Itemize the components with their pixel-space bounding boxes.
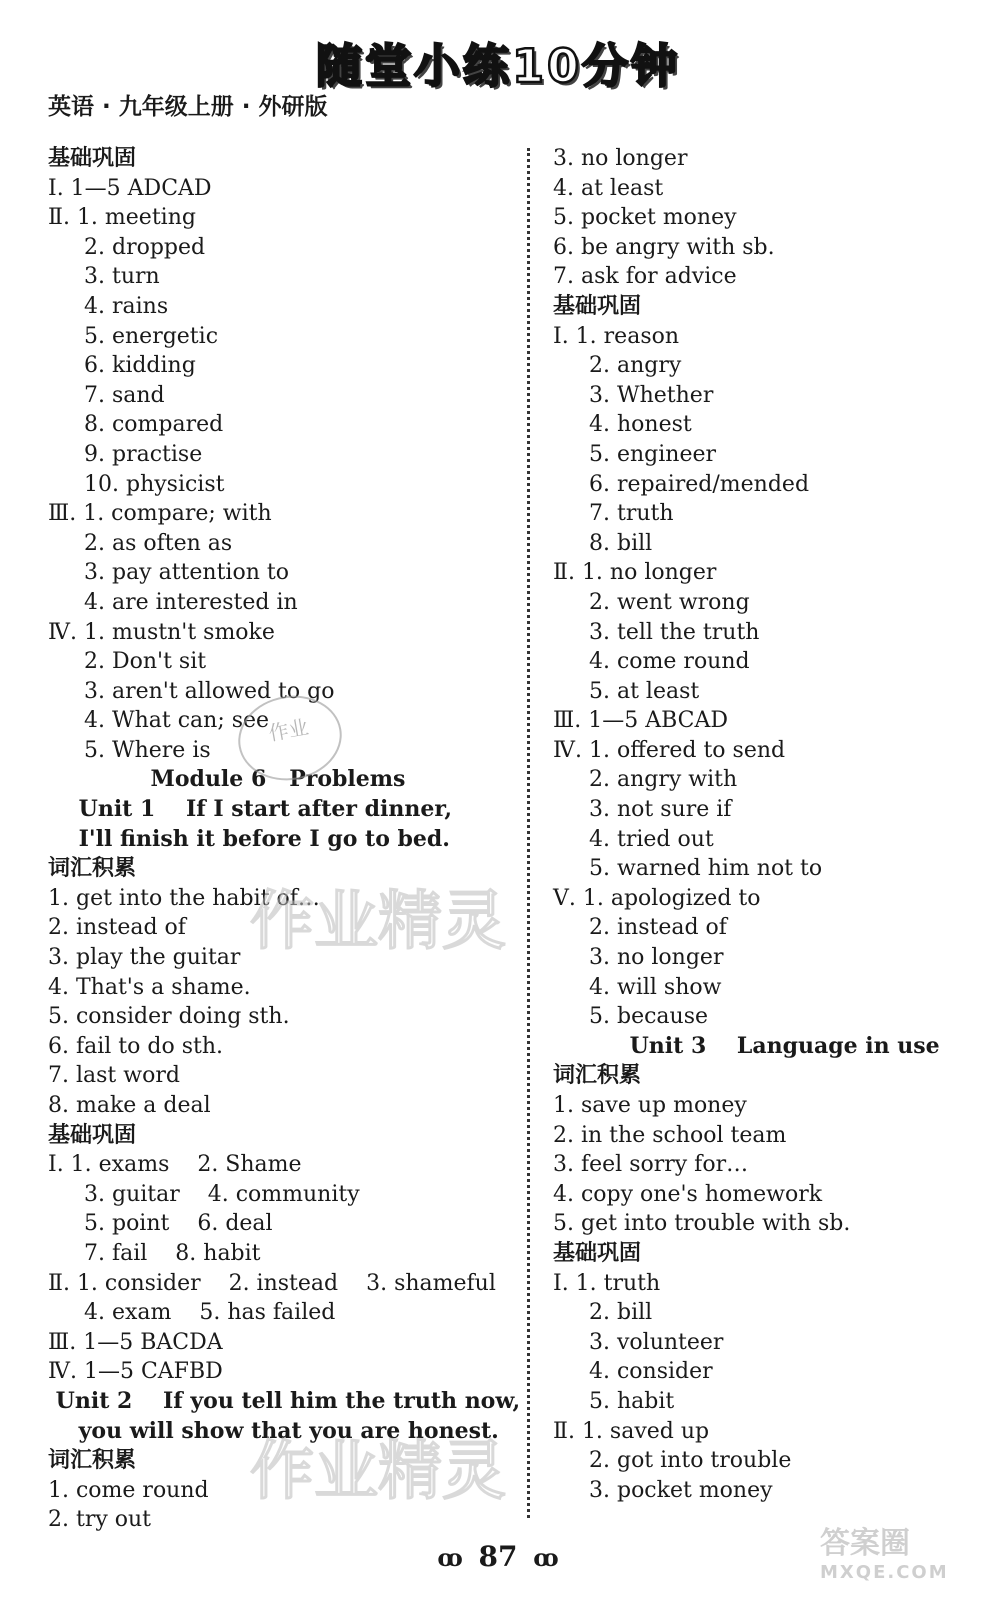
answer-line: 2. angry with (589, 767, 738, 793)
answer-line: 4. That's a shame. (48, 974, 251, 1000)
answer-line: 4. come round (589, 649, 750, 675)
answer-line: 5. warned him not to (589, 856, 823, 882)
corner-logo-text: 答案圈 (820, 1526, 910, 1561)
stamp-text: 作业 (266, 714, 311, 746)
answer-line: 1. save up money (553, 1093, 747, 1118)
book-subtitle: 英语 · 九年级上册 · 外研版 (48, 94, 328, 120)
answer-line: Ⅳ. 1—5 CAFBD (48, 1359, 223, 1385)
page-title: 随堂小练10分钟 (315, 39, 680, 93)
answer-line: 10. physicist (84, 471, 225, 497)
left-column (48, 144, 521, 1535)
answer-line: 7. ask for advice (553, 264, 737, 290)
answer-line: 8. bill (589, 530, 653, 556)
answer-line: Ⅳ. 1. mustn't smoke (48, 619, 275, 645)
section-heading: 词汇积累 (48, 856, 137, 882)
answer-line: 3. play the guitar (48, 945, 241, 971)
answer-line: 1. come round (48, 1477, 209, 1503)
answer-line: 9. practise (84, 441, 203, 467)
answer-line: 5. at least (589, 678, 700, 704)
answer-line: 3. volunteer (589, 1329, 724, 1355)
answer-line: 2. went wrong (589, 589, 750, 615)
ornament-left-icon: ꝏ (437, 1543, 463, 1572)
section-heading: 基础巩固 (48, 1122, 137, 1148)
answer-line: 4. What can; see (84, 708, 270, 734)
answer-line: 2. bill (589, 1300, 653, 1326)
answer-line: 6. be angry with sb. (553, 234, 775, 260)
unit-title: Unit 2 If you tell him the truth now, (48, 1387, 521, 1414)
answer-line: 2. in the school team (553, 1122, 787, 1148)
answer-line: 3. not sure if (589, 797, 732, 823)
answer-line: 6. repaired/mended (589, 471, 810, 497)
answer-line: 5. because (589, 1004, 709, 1030)
ornament-right-icon: ꝏ (533, 1543, 559, 1572)
watermark-mid: 作业精灵 (250, 885, 506, 959)
answer-line: 3. aren't allowed to go (84, 678, 335, 704)
section-heading: 词汇积累 (553, 1063, 642, 1089)
module-title: Module 6 Problems (150, 766, 406, 793)
answer-line: 4. tried out (589, 826, 714, 852)
answer-line: 2. angry (589, 353, 682, 379)
answer-line: 7. truth (589, 501, 674, 527)
answer-line: 1. get into the habit of… (48, 885, 320, 911)
answer-line: 2. got into trouble (589, 1448, 792, 1474)
answer-line: 3. tell the truth (589, 619, 760, 645)
answer-line: 3. no longer (589, 945, 724, 971)
answer-line: 2. instead of (589, 915, 727, 941)
answer-line: 4. rains (84, 293, 169, 319)
answer-line: Ⅰ. 1. reason (553, 323, 680, 349)
answer-line: Ⅲ. 1. compare; with (48, 501, 272, 527)
answer-line: Ⅱ. 1. saved up (553, 1418, 710, 1444)
answer-line: 4. exam 5. has failed (84, 1300, 336, 1326)
answer-line: 5. energetic (84, 323, 219, 349)
unit-title: Unit 3 Language in use (553, 1032, 940, 1059)
answer-line: 6. fail to do sth. (48, 1033, 224, 1059)
answer-line: 3. pay attention to (84, 560, 289, 586)
answer-line: 2. Don't sit (84, 649, 207, 675)
section-heading: 词汇积累 (48, 1448, 137, 1474)
section-heading: 基础巩固 (553, 293, 642, 319)
answer-line: 2. try out (48, 1507, 152, 1533)
answer-line: 6. kidding (84, 353, 196, 379)
answer-line: 2. instead of (48, 915, 186, 941)
answer-line: 5. habit (589, 1388, 675, 1414)
answer-line: 3. guitar 4. community (84, 1181, 360, 1207)
answer-line: Ⅰ. 1. truth (553, 1270, 661, 1296)
answer-line: Ⅱ. 1. no longer (553, 560, 717, 586)
answer-line: 3. feel sorry for… (553, 1152, 749, 1178)
answer-line: Ⅴ. 1. apologized to (553, 885, 761, 911)
answer-line: 8. make a deal (48, 1093, 211, 1118)
answer-line: 4. will show (589, 974, 722, 1000)
answer-line: Ⅲ. 1—5 BACDA (48, 1329, 223, 1355)
column-divider (527, 148, 530, 1518)
answer-line: 5. point 6. deal (84, 1211, 273, 1237)
answer-line: 3. Whether (589, 382, 714, 408)
unit-title: Unit 1 If I start after dinner, (48, 796, 453, 823)
answer-line: Ⅲ. 1—5 ABCAD (553, 708, 729, 734)
answer-line: 5. pocket money (553, 205, 737, 231)
answer-line: 5. engineer (589, 441, 717, 467)
answer-line: 3. turn (84, 264, 160, 290)
answer-line: 3. pocket money (589, 1477, 773, 1503)
answer-line: 4. at least (553, 175, 664, 201)
answer-line: Ⅰ. 1—5 ADCAD (48, 175, 212, 201)
answer-line: Ⅱ. 1. meeting (48, 205, 196, 231)
page-number: 87 (478, 1540, 518, 1573)
watermark-bottom: 作业精灵 (250, 1435, 506, 1509)
answer-line: 7. sand (84, 382, 165, 408)
unit-title: I'll finish it before I go to bed. (48, 825, 450, 852)
answer-line: Ⅰ. 1. exams 2. Shame (48, 1152, 302, 1178)
answer-line: 4. copy one's homework (553, 1181, 823, 1207)
unit-title: you will show that you are honest. (48, 1417, 499, 1444)
corner-logo-watermark (820, 1518, 980, 1583)
answer-line: 2. as often as (84, 530, 233, 556)
answer-line: 2. dropped (84, 234, 206, 260)
answer-line: 5. get into trouble with sb. (553, 1211, 851, 1237)
right-column (553, 144, 973, 1505)
answer-line: 4. are interested in (84, 589, 298, 615)
answer-line: 5. consider doing sth. (48, 1004, 290, 1030)
answer-line: 8. compared (84, 412, 224, 438)
answer-line: 5. Where is (84, 737, 211, 763)
answer-line: 4. honest (589, 412, 692, 438)
answer-line: 7. last word (48, 1063, 180, 1089)
corner-logo-url: MXQE.COM (820, 1562, 949, 1583)
answer-line: 7. fail 8. habit (84, 1240, 261, 1266)
answer-line: Ⅱ. 1. consider 2. instead 3. shameful (48, 1270, 496, 1296)
answer-line: 4. consider (589, 1359, 713, 1385)
answer-line: Ⅳ. 1. offered to send (553, 737, 786, 763)
section-heading: 基础巩固 (48, 146, 137, 171)
answer-line: 3. no longer (553, 146, 688, 171)
section-heading: 基础巩固 (553, 1240, 642, 1266)
